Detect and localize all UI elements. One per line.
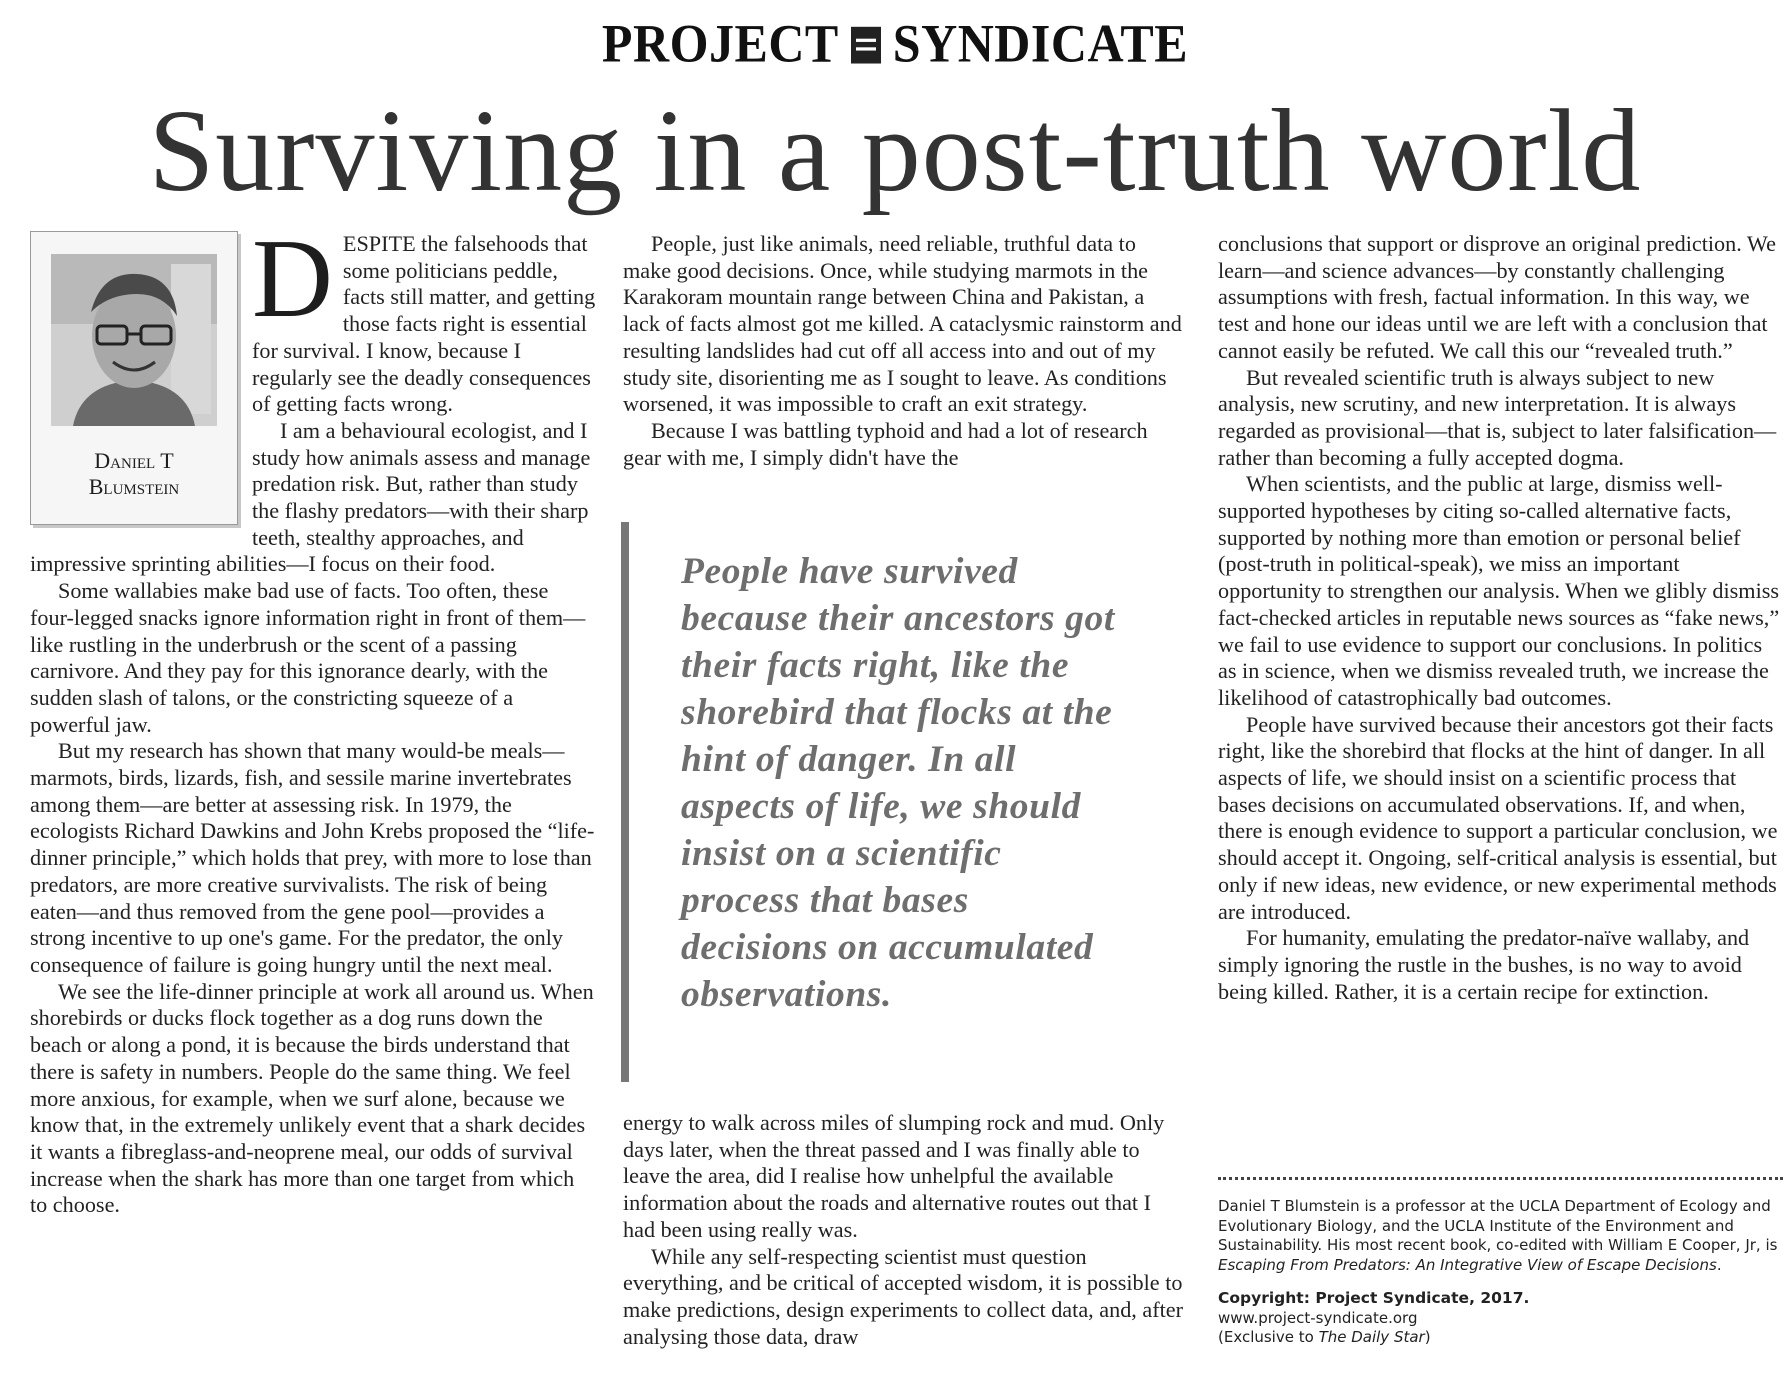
paragraph: For humanity, emulating the predator-naïve wallaby, and simply ignoring the rustle in the bushes, is no way to avoid being killed. Rather, it is a certain recipe for extinction. <box>1218 925 1750 1004</box>
author-byline: Daniel T Blumstein <box>88 448 180 499</box>
paragraph: Some wallabies make bad use of facts. Too often, these four-legged snacks ignore information right in front of them—like rustling in the underbrush or the scent of a passing carnivore. And they pay for this ignorance dearly, with the sudden slash of talons, or the constricting squeeze of a powerful jaw. <box>30 578 586 737</box>
article-column-2-top <box>623 231 1185 471</box>
author-bio: Daniel T Blumstein is a professor at the UCLA Department of Ecology and Evolutionary Biology, and the UCLA Institute of the Environment and Sustainability. His most recent book, co-edited with William E Cooper, Jr, is Escaping From Predators: An Integrative View of Escape Decisions. <box>1218 1197 1778 1274</box>
author-photo <box>51 254 217 426</box>
author-credit <box>1218 1197 1783 1348</box>
pull-quote: People have survived because their ancestors got their facts right, like the shorebird that flocks at the hint of danger. In all aspects of life, we should insist on a scientific process that bases decisions on accumulated observations. <box>621 522 1121 1082</box>
copyright-line: Copyright: Project Syndicate, 2017. <box>1218 1289 1530 1307</box>
dotted-divider <box>1218 1177 1783 1180</box>
paragraph: energy to walk across miles of slumping rock and mud. Only days later, when the threat passed and I was finally able to leave the area, did I realise how unhelpful the available information about the roads and alternative routes out that I had been using really was. <box>623 1110 1165 1242</box>
article-column-2-bottom <box>623 1110 1185 1350</box>
masthead-right: SYNDICATE <box>892 12 1189 74</box>
paragraph: But revealed scientific truth is always subject to new analysis, new scrutiny, and new interpretation. It is always regarded as provisional—that is, subject to later falsification—rather than becoming a fully accepted dogma. <box>1218 364 1777 470</box>
masthead-logo <box>0 12 1790 75</box>
paragraph: People, just like animals, need reliable, truthful data to make good decisions. Once, while studying marmots in the Karakoram mountain range between China and Pakistan, a lack of facts almost got me killed. A cataclysmic rainstorm and resulting landslides had cut off all access into and out of my study site, disorienting me as I sought to leave. As conditions worsened, it was impossible to craft an exit strategy. <box>623 231 1182 417</box>
website-link[interactable]: www.project-syndicate.org <box>1218 1308 1418 1327</box>
paragraph: I am a behavioural ecologist, and I study how animals assess and manage predation risk. But, rather than study the flashy predators—with their sharp teeth, stealthy approaches, and impressive sprinting abilities—I focus on their food. <box>30 417 591 577</box>
book-title: Escaping From Predators: An Integrative View of Escape Decisions <box>1218 1255 1717 1274</box>
author-portrait <box>30 231 238 525</box>
exclusive-note: (Exclusive to The Daily Star) <box>1218 1328 1431 1346</box>
paragraph: While any self-respecting scientist must question everything, and be critical of accepted wisdom, it is possible to make predictions, design experiments to collect data, and, after analysing those data, draw <box>623 1243 1184 1349</box>
paragraph: We see the life-dinner principle at work all around us. When shorebirds or ducks flock together as a dog runs down the beach or along a pond, it is because the birds understand that there is safety in numbers. People do the same thing. We feel more anxious, for example, when we surf alone, because we know that, in the extremely unlikely event that a shark decides it wants a fibreglass-and-neoprene meal, our odds of survival increase when the shark has more than one target from which to choose. <box>30 978 594 1218</box>
drop-cap: D <box>252 217 333 341</box>
newspaper-name: The Daily Star <box>1318 1328 1425 1346</box>
article-column-1 <box>30 217 596 1219</box>
article-headline: Surviving in a post-truth world <box>148 85 1642 216</box>
paragraph: When scientists, and the public at large, dismiss well-supported hypotheses by citing so-called alternative facts, supported by nothing more than emotion or personal belief (post-truth in political-speak), we miss an important opportunity to strengthen our analysis. When we glibly dismiss fact-checked articles in reputable news sources as “fake news,” we fail to use evidence to support our conclusions. In politics as in science, when we dismiss revealed truth, we increase the likelihood of catastrophically bad outcomes. <box>1218 471 1780 710</box>
paragraph: But my research has shown that many would-be meals—marmots, birds, lizards, fish, and sessile marine invertebrates among them—are better at assessing risk. In 1979, the ecologists Richard Dawkins and John Krebs proposed the “life-dinner principle,” which holds that prey, with more to lose than predators, are more creative survivalists. The risk of being eaten—and thus removed from the gene pool—provides a strong incentive to up one's game. For the predator, the only consequence of failure is going hungry until the next meal. <box>30 738 595 977</box>
masthead-left: PROJECT <box>601 12 839 74</box>
article-column-3 <box>1218 231 1784 1005</box>
paragraph: ESPITE the falsehoods that some politicians peddle, facts still matter, and getting those facts right is essential for survival. I know, because I regularly see the deadly consequences of getting facts wrong. <box>252 231 596 417</box>
paragraph: Because I was battling typhoid and had a lot of research gear with me, I simply didn't have the <box>623 417 1148 470</box>
paragraph: conclusions that support or disprove an original prediction. We learn—and science advances—by constantly challenging assumptions with fresh, factual information. In this way, we test and hone our ideas until we are left with a conclusion that cannot easily be refuted. We call this our “revealed truth.” <box>1218 231 1776 363</box>
syndicate-logo-icon <box>851 27 881 64</box>
paragraph: People have survived because their ancestors got their facts right, like the shorebird that flocks at the hint of danger. In all aspects of life, we should insist on a scientific process that bases decisions on accumulated observations. If, and when, there is enough evidence to support a particular conclusion, we should accept it. Ongoing, self-critical analysis is essential, but only if new ideas, new evidence, or new experimental methods are introduced. <box>1218 711 1778 924</box>
